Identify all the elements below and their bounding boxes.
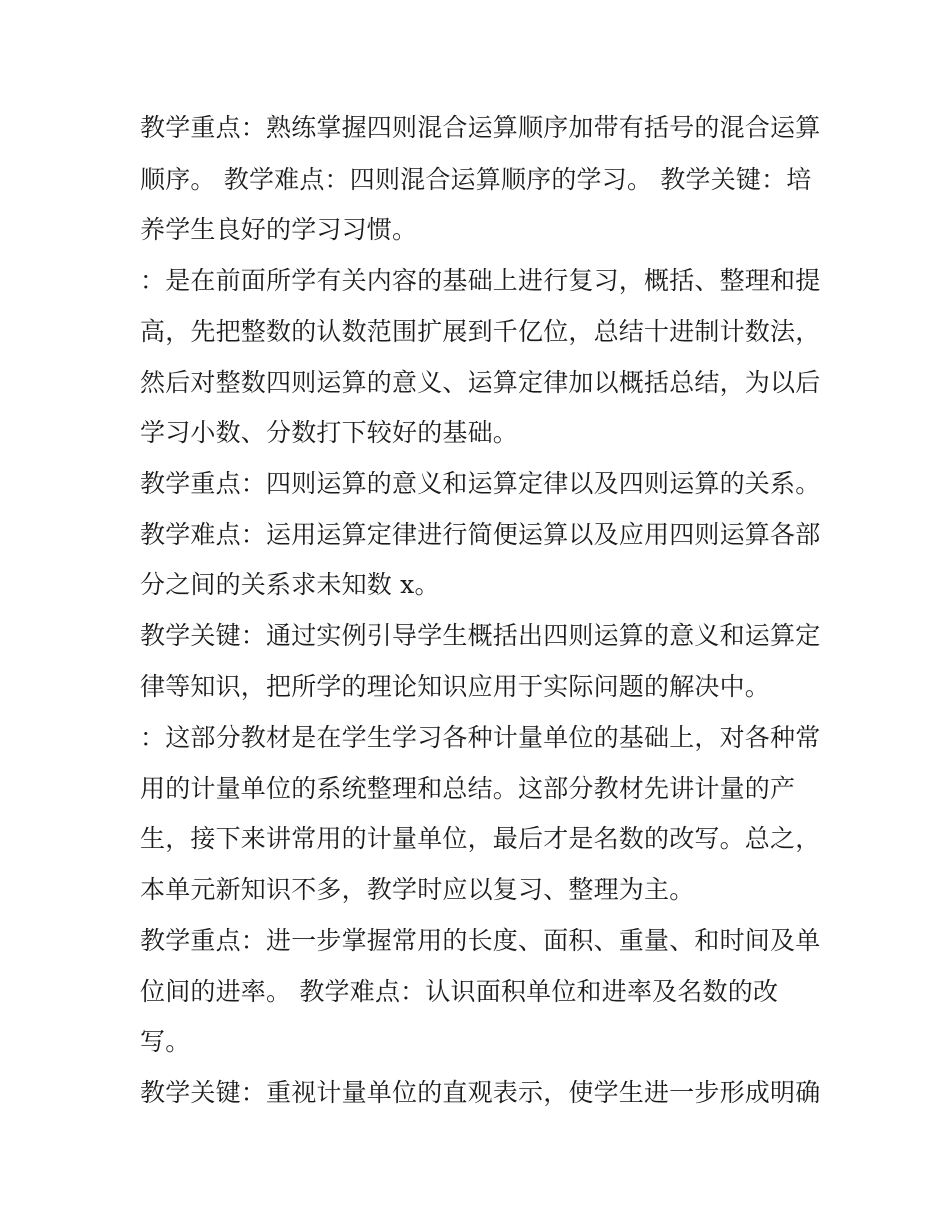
text-line: 用的计量单位的系统整理和总结。这部分教材先讲计量的产	[140, 774, 796, 803]
text-line: 然后对整数四则运算的意义、运算定律加以概括总结，为以后	[140, 368, 821, 397]
text-line: 教学重点：熟练掌握四则混合运算顺序加带有括号的混合运算	[140, 113, 821, 142]
text-line: 顺序。 教学难点：四则混合运算顺序的学习。 教学关键：培	[140, 165, 812, 194]
text-line: 养学生良好的学习习惯。	[140, 215, 418, 244]
text-line: 位间的进率。 教学难点：认识面积单位和进率及名数的改	[140, 977, 779, 1006]
text-line: 生，接下来讲常用的计量单位，最后才是名数的改写。总之，	[140, 824, 821, 853]
text-line: 写。	[140, 1027, 191, 1056]
text-line: 教学重点：四则运算的意义和运算定律以及四则运算的关系。	[140, 469, 821, 498]
text-line: 学习小数、分数打下较好的基础。	[140, 418, 519, 447]
text-line: ：是在前面所学有关内容的基础上进行复习，概括、整理和提	[140, 266, 821, 295]
text-line: 本单元新知识不多，教学时应以复习、整理为主。	[140, 875, 695, 904]
text-line: 教学难点：运用运算定律进行简便运算以及应用四则运算各部	[140, 520, 821, 549]
text-line: 教学关键：重视计量单位的直观表示，使学生进一步形成明确	[140, 1078, 821, 1107]
text-line: 教学重点：进一步掌握常用的长度、面积、重量、和时间及单	[140, 926, 821, 955]
text-line: 教学关键：通过实例引导学生概括出四则运算的意义和运算定	[140, 621, 821, 650]
text-line: 高，先把整数的认数范围扩展到千亿位，总结十进制计数法，	[140, 317, 821, 346]
text-line: 分之间的关系求未知数 x。	[140, 570, 440, 599]
text-line: 律等知识，把所学的理论知识应用于实际问题的解决中。	[140, 672, 771, 701]
text-line: ：这部分教材是在学生学习各种计量单位的基础上，对各种常	[140, 723, 821, 752]
